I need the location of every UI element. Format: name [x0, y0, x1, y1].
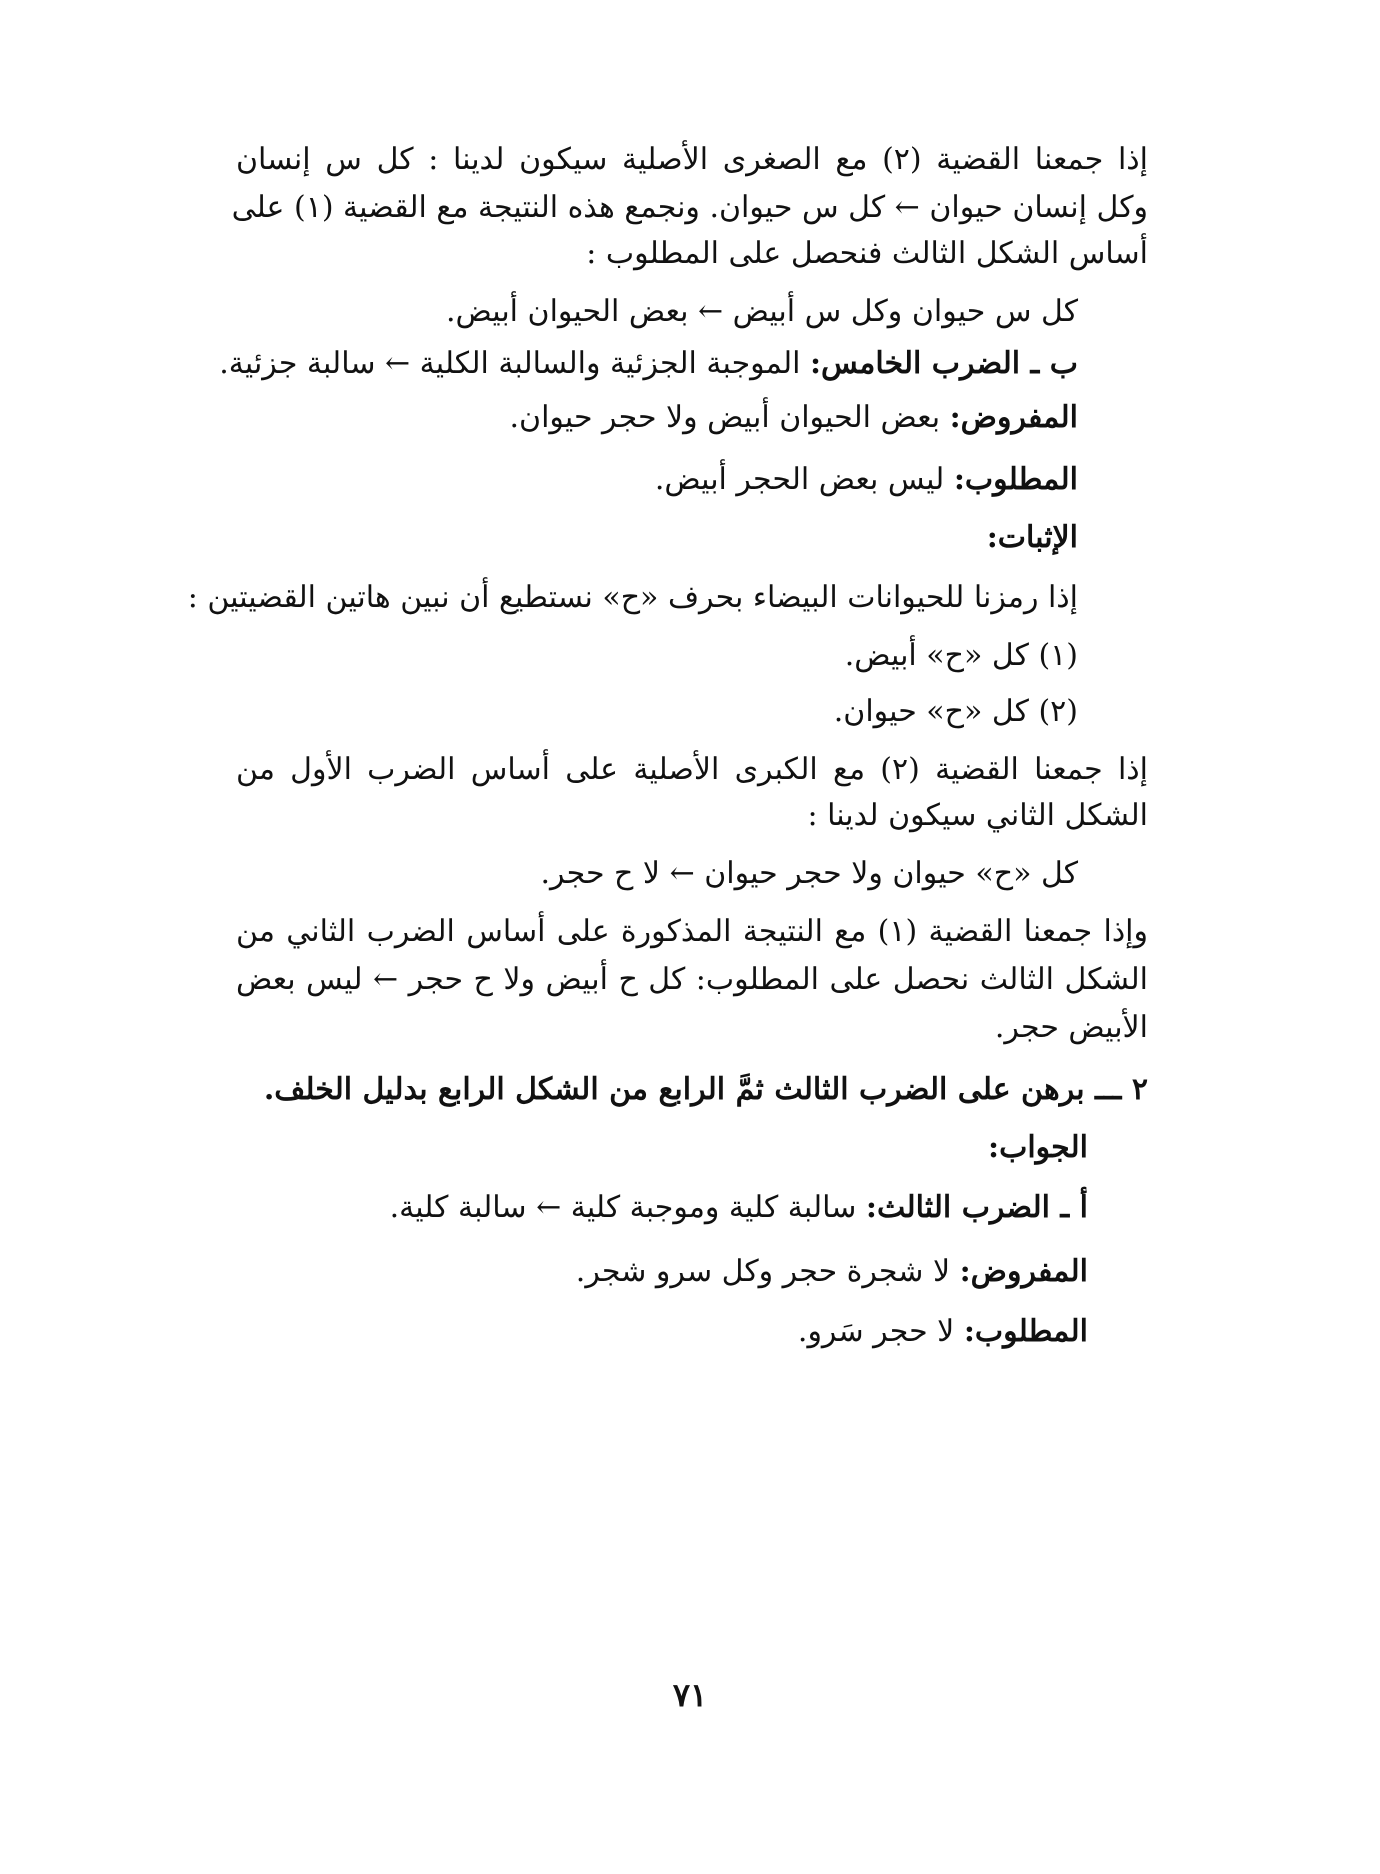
given-text: بعض الحيوان أبيض ولا حجر حيوان.	[509, 400, 950, 435]
case-heading-text: الموجبة الجزئية والسالبة الكلية ← سالبة جزئية.	[219, 346, 810, 381]
given-text: لا شجرة حجر وكل سرو شجر.	[575, 1254, 960, 1289]
required-label: المطلوب:	[953, 462, 1078, 497]
given-line	[510, 396, 1079, 440]
case-heading-line	[219, 342, 1078, 386]
paragraph-line: إذا رمزنا للحيوانات البيضاء بحرف «ح» نستطيع أن نبين هاتين القضيتين :	[187, 580, 1078, 615]
page-number: ٧١	[672, 1676, 708, 1714]
case-heading-label: أ ـ الضرب الثالث:	[865, 1190, 1088, 1225]
paragraph-line: الشكل الثالث نحصل على المطلوب: كل ح أبيض ولا ح حجر ← ليس بعض	[236, 962, 1148, 997]
paragraph-line: إذا جمعنا القضية (٢) مع الكبرى الأصلية على أساس الضرب الأول من	[236, 752, 1148, 787]
statement-line: كل س حيوان وكل س أبيض ← بعض الحيوان أبيض.	[445, 294, 1078, 329]
paragraph-line: وكل إنسان حيوان ← كل س حيوان. ونجمع هذه النتيجة مع القضية (١) على	[231, 190, 1148, 225]
required-line	[655, 458, 1078, 502]
paragraph-line: الشكل الثاني سيكون لدينا :	[807, 798, 1148, 833]
proof-label: الإثبات:	[986, 520, 1078, 555]
answer-label: الجواب:	[988, 1130, 1088, 1165]
list-item: (١) كل «ح» أبيض.	[844, 638, 1078, 673]
case-heading-line	[390, 1186, 1088, 1230]
required-text: ليس بعض الحجر أبيض.	[654, 462, 954, 497]
case-heading-label: ب ـ الضرب الخامس:	[809, 346, 1078, 381]
paragraph-line: الأبيض حجر.	[994, 1010, 1148, 1045]
required-label: المطلوب:	[963, 1314, 1088, 1349]
given-line	[576, 1250, 1088, 1294]
paragraph-line: وإذا جمعنا القضية (١) مع النتيجة المذكورة على أساس الضرب الثاني من	[236, 914, 1149, 949]
required-text: لا حجر سَرو.	[797, 1314, 964, 1349]
statement-line: كل «ح» حيوان ولا حجر حيوان ← لا ح حجر.	[540, 856, 1078, 891]
case-heading-text: سالبة كلية وموجبة كلية ← سالبة كلية.	[389, 1190, 866, 1225]
given-label: المفروض:	[949, 400, 1078, 435]
list-item: (٢) كل «ح» حيوان.	[833, 694, 1078, 729]
exercise-question: ٢ ـــ برهن على الضرب الثالث ثمَّ الرابع من الشكل الرابع بدليل الخلف.	[263, 1072, 1148, 1107]
given-label: المفروض:	[959, 1254, 1088, 1289]
paragraph-line: أساس الشكل الثالث فنحصل على المطلوب :	[586, 236, 1148, 271]
paragraph-line: إذا جمعنا القضية (٢) مع الصغرى الأصلية سيكون لدينا : كل س إنسان	[236, 142, 1148, 177]
required-line	[798, 1310, 1088, 1354]
